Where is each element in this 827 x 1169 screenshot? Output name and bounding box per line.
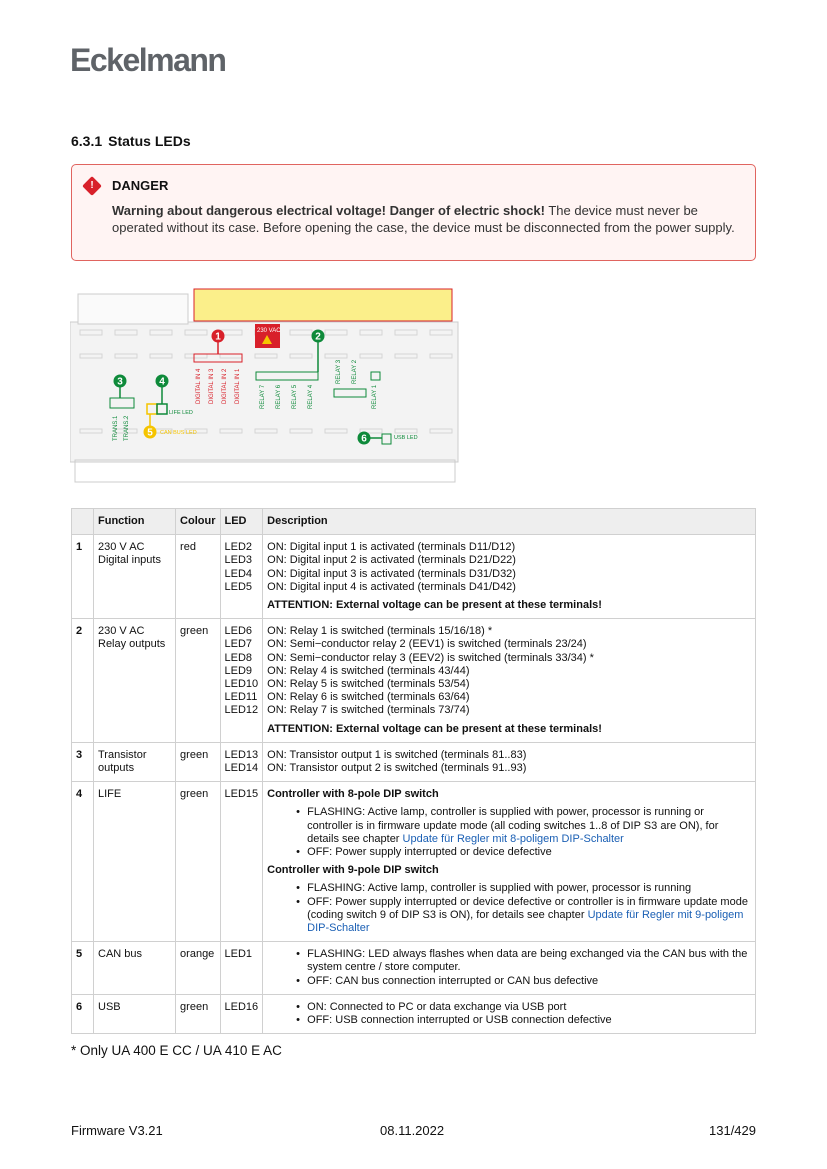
colour-cell: red [176,535,220,619]
description-cell [263,994,756,1033]
row-number: 4 [72,782,94,942]
attention-note: ATTENTION: External voltage can be present at these terminals! [267,722,602,735]
footer-firmware: Firmware V3.21 [71,1123,163,1138]
digital-input-label: DIGITAL IN 1 [235,368,241,404]
led-id: LED6 [224,625,253,638]
description-cell [263,619,756,743]
description-line: ON: Semi−conductor relay 2 (EEV1) is switched (terminals 23/24) [267,638,587,651]
attention-note: ATTENTION: External voltage can be present at these terminals! [267,599,602,612]
relay-label: RELAY 1 [372,384,378,409]
bullet-list [267,806,751,859]
status-led-table [71,508,756,1034]
column-header: Colour [176,509,220,535]
table-row [72,782,756,942]
column-header [72,509,94,535]
led-id: LED10 [224,678,259,691]
digital-input-label: DIGITAL IN 2 [222,368,228,404]
bullet-list [267,1001,751,1027]
row-number: 2 [72,619,94,743]
led-id: LED13 [224,748,259,761]
bullet-item [307,896,751,936]
led-id: LED14 [224,762,259,775]
table-row [72,619,756,743]
description-line: ON: Digital input 2 is activated (terminals D21/D22) [267,554,516,567]
table-row [72,742,756,781]
section-heading [71,133,197,149]
led-cell [220,782,263,942]
description-line: ON: Transistor output 1 is switched (terminals 81..83) [267,748,527,761]
bullet-item: • OFF: USB connection interrupted or USB connection defective [307,1014,751,1027]
relay-label: RELAY 3 [336,359,342,384]
bullet-item: • FLASHING: LED always flashes when data are being exchanged via the CAN bus with the system centre / store computer. [307,948,751,974]
marker-number: 1 [215,331,221,343]
relay-label: RELAY 5 [292,384,298,409]
relay-label: RELAY 4 [308,384,314,409]
led-id: LED15 [224,788,259,801]
row-number: 5 [72,942,94,995]
relay-label: RELAY 2 [352,359,358,384]
can-led-label: CAN BUS LED [160,430,197,436]
description-cell [263,742,756,781]
danger-icon: ! [82,176,102,196]
led-cell [220,994,263,1033]
description-line: ON: Relay 6 is switched (terminals 63/64) [267,691,470,704]
bullet-item: • FLASHING: Active lamp, controller is supplied with power, processor is running [307,882,751,895]
led-id: LED16 [224,1000,259,1013]
led-id: LED1 [224,948,253,961]
colour-cell: green [176,619,220,743]
led-cell [220,619,263,743]
bullet-text: OFF: Power supply interrupted or device defective or controller is in firmware update mode (coding switch 9 of DIP S3 is ON), for details see chapter [307,895,748,921]
column-header: LED [220,509,263,535]
description-line: ON: Digital input 1 is activated (terminals D11/D12) [267,541,516,554]
description-line: ON: Relay 7 is switched (terminals 73/74) [267,704,470,717]
bullet-item [307,806,751,846]
led-cell [220,942,263,995]
footer-page: 131/429 [709,1123,756,1138]
digital-input-label: DIGITAL IN 3 [209,368,215,404]
description-line: ON: Relay 1 is switched (terminals 15/16/18) * [267,625,493,638]
function-cell: CAN bus [94,942,176,995]
led-id: LED2 [224,541,253,554]
marker-number: 2 [315,331,321,343]
controller-diagram [70,284,460,488]
table-row [72,994,756,1033]
marker-number: 5 [147,427,153,439]
relay-label: RELAY 6 [276,384,282,409]
relay-label: RELAY 7 [260,384,266,409]
bullet-item: • OFF: CAN bus connection interrupted or CAN bus defective [307,975,751,988]
subheading: Controller with 9-pole DIP switch [267,864,439,877]
life-led-label: LIFE LED [169,410,193,416]
description-line: ON: Semi−conductor relay 3 (EEV2) is switched (terminals 33/34) * [267,651,594,664]
led-id: LED8 [224,651,253,664]
bullet-item: • OFF: Power supply interrupted or device defective [307,846,751,859]
bullet-list [267,948,751,988]
description-cell [263,535,756,619]
digital-input-label: DIGITAL IN 4 [196,368,202,404]
bullet-text: FLASHING: Active lamp, controller is supplied with power, processor is running or controller is in firmware update mode (all coding switches 1..8 of DIP S3 are ON), for details see chapter [307,806,719,845]
marker-number: 4 [159,376,165,388]
bullet-list [267,882,751,935]
row-number: 1 [72,535,94,619]
colour-cell: green [176,994,220,1033]
function-cell: Transistor outputs [94,742,176,781]
section-number: 6.3.1 [71,133,103,149]
column-header: Description [263,509,756,535]
colour-cell: green [176,742,220,781]
row-number: 3 [72,742,94,781]
subheading: Controller with 8-pole DIP switch [267,788,439,801]
bullet-item: • ON: Connected to PC or data exchange via USB port [307,1001,751,1014]
marker-number: 3 [117,376,123,388]
column-header: Function [94,509,176,535]
led-id: LED12 [224,704,259,717]
row-number: 6 [72,994,94,1033]
led-id: LED5 [224,580,253,593]
description-cell [263,782,756,942]
table-row [72,535,756,619]
voltage-label: 230 VAC [257,328,281,334]
function-cell: LIFE [94,782,176,942]
function-cell: 230 V AC Digital inputs [94,535,176,619]
description-line: ON: Relay 5 is switched (terminals 53/54) [267,678,470,691]
section-title: Status LEDs [108,133,191,149]
led-id: LED9 [224,664,253,677]
function-cell: USB [94,994,176,1033]
led-id: LED4 [224,567,253,580]
usb-led-label: USB LED [394,435,418,441]
danger-message [112,202,747,236]
colour-cell: orange [176,942,220,995]
footnote: * Only UA 400 E CC / UA 410 E AC [71,1043,282,1058]
danger-bold: Warning about dangerous electrical voltage! Danger of electric shock! [112,203,545,218]
function-cell: 230 V AC Relay outputs [94,619,176,743]
danger-notice [71,164,756,261]
led-id: LED11 [224,691,258,704]
description-line: ON: Digital input 4 is activated (terminals D41/D42) [267,580,516,593]
danger-text: The device must never be operated without its case. Before opening the case, the device must be disconnected from the power supply. [112,203,735,235]
description-line: ON: Relay 4 is switched (terminals 43/44) [267,664,470,677]
chapter-link[interactable]: Update für Regler mit 8-poligem DIP-Schalter [402,832,624,845]
led-id: LED7 [224,638,253,651]
footer-date: 08.11.2022 [380,1123,445,1138]
transistor-label: TRANS.1 [113,415,119,441]
eckelmann-logo: Eckelmann [70,42,226,78]
description-line: ON: Transistor output 2 is switched (terminals 91..93) [267,762,527,775]
marker-number: 6 [361,433,367,445]
chapter-link[interactable]: Update für Regler mit 9-poligem DIP-Schalter [307,908,744,935]
description-line: ON: Digital input 3 is activated (terminals D31/D32) [267,567,516,580]
led-id: LED3 [224,554,253,567]
colour-cell: green [176,782,220,942]
transistor-label: TRANS.2 [124,415,130,441]
led-cell [220,535,263,619]
table-row [72,942,756,995]
danger-title: DANGER [112,178,169,193]
led-cell [220,742,263,781]
description-cell [263,942,756,995]
